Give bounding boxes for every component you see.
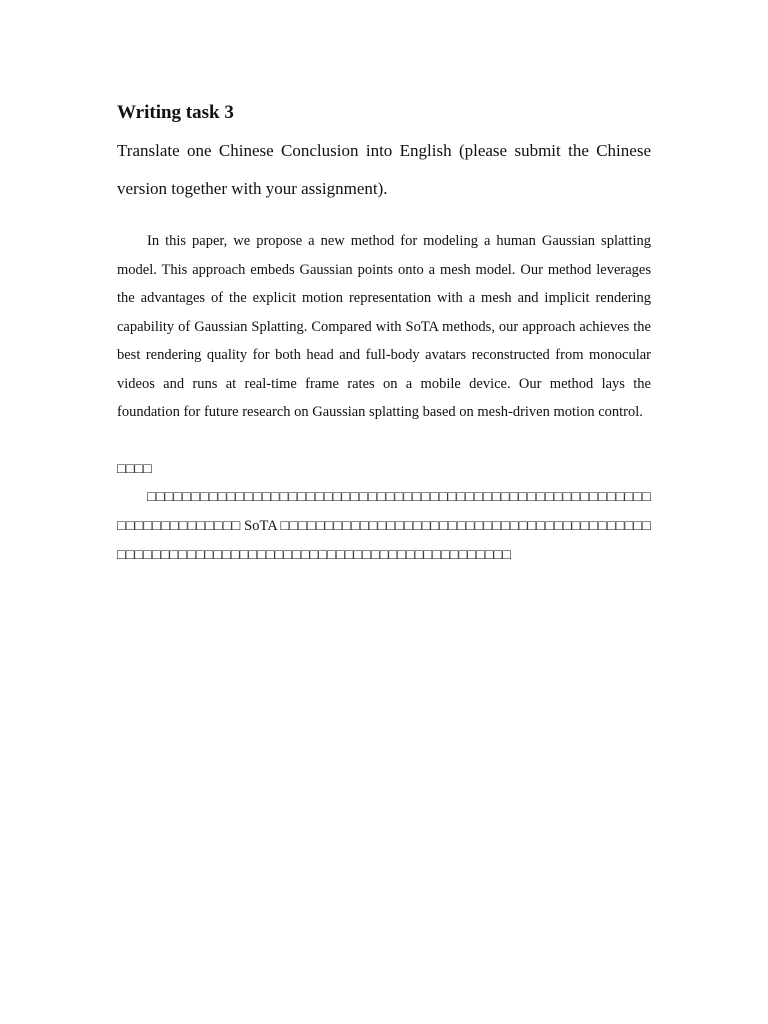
document-body xyxy=(117,100,651,570)
chinese-conclusion-heading: □□□□ xyxy=(117,460,153,477)
task-title: Writing task 3 xyxy=(117,102,234,123)
english-conclusion-paragraph: In this paper, we propose a new method for modeling a human Gaussian splatting model. This approach embeds Gaussian points onto a mesh model. Our method leverages the advantages of the explicit motion representation with a mesh and implicit rendering capability of Gaussian Splatting. Compared with SoTA methods, our approach achieves the best rendering quality for both head and full-body avatars reconstructed from monocular videos and runs at real-time frame rates on a mobile device. Our method lays the foundation for future research on Gaussian splatting based on mesh-driven motion control. xyxy=(117,233,651,420)
task-instruction: Translate one Chinese Conclusion into English (please submit the Chinese version together with your assignment). xyxy=(117,141,651,198)
chinese-conclusion-paragraph: □□□□□□□□□□□□□□□□□□□□□□□□□□□□□□□□□□□□□□□□□□□□□□□□□□□□□□□□□□□□□□□□□□□□□□□ SoTA □□□□□□□□□□□□□□□□□□□□□□□□□□□□□□□□□□□□□□□□□□□□□□□□□□□□□□□□□□□□□□□□□□□□□□□□□□□□□□□□□□□□□□□ xyxy=(117,488,651,563)
